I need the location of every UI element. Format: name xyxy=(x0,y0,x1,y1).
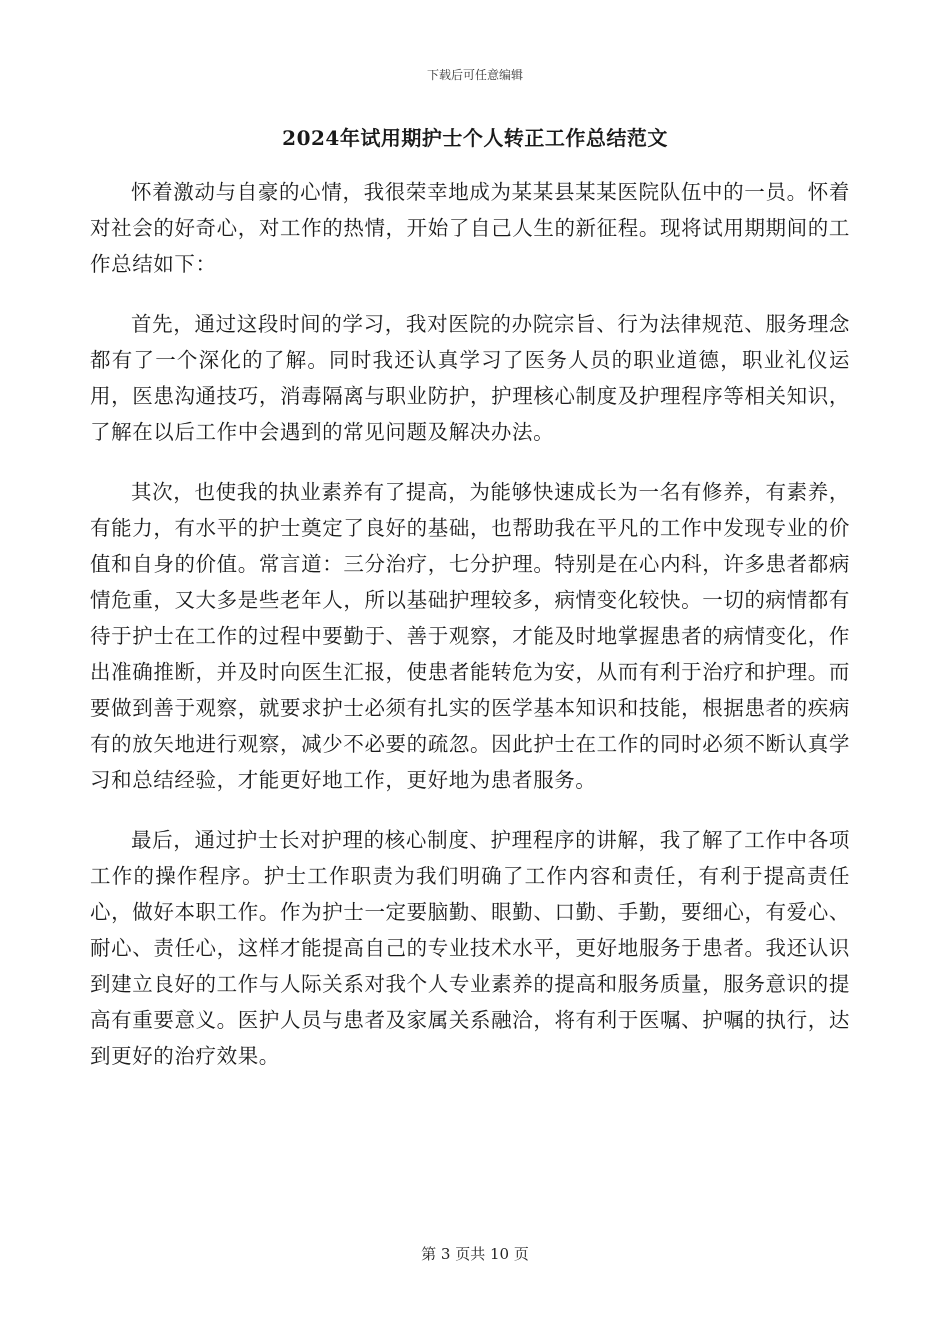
paragraph-intro: 怀着激动与自豪的心情，我很荣幸地成为某某县某某医院队伍中的一员。怀着对社会的好奇心，对工作的热情，开始了自己人生的新征程。现将试用期期间的工作总结如下： xyxy=(90,180,850,276)
header-note: 下载后可任意编辑 xyxy=(426,68,523,82)
paragraph-second: 其次，也使我的执业素养有了提高，为能够快速成长为一名有修养，有素养，有能力，有水平的护士奠定了良好的基础，也帮助我在平凡的工作中发现专业的价值和自身的价值。常言道：三分治疗，七分护理。特别是在心内科，许多患者都病情危重，又大多是些老年人，所以基础护理较多，病情变化较快。一切的病情都有待于护士在工作的过程中要勤于、善于观察，才能及时地掌握患者的病情变化，作出准确推断，并及时向医生汇报，使患者能转危为安，从而有利于治疗和护理。而要做到善于观察，就要求护士必须有扎实的医学基本知识和技能，根据患者的疾病有的放矢地进行观察，减少不必要的疏忽。因此护士在工作的同时必须不断认真学习和总结经验，才能更好地工作，更好地为患者服务。 xyxy=(90,480,850,792)
paragraph-last: 最后，通过护士长对护理的核心制度、护理程序的讲解，我了解了工作中各项工作的操作程序。护士工作职责为我们明确了工作内容和责任，有利于提高责任心，做好本职工作。作为护士一定要脑勤、眼勤、口勤、手勤，要细心，有爱心、耐心、责任心，这样才能提高自己的专业技术水平，更好地服务于患者。我还认识到建立良好的工作与人际关系对我个人专业素养的提高和服务质量，服务意识的提高有重要意义。医护人员与患者及家属关系融洽，将有利于医嘱、护嘱的执行，达到更好的治疗效果。 xyxy=(90,828,850,1068)
paragraph-first: 首先，通过这段时间的学习，我对医院的办院宗旨、行为法律规范、服务理念都有了一个深化的了解。同时我还认真学习了医务人员的职业道德，职业礼仪运用，医患沟通技巧，消毒隔离与职业防护，护理核心制度及护理程序等相关知识，了解在以后工作中会遇到的常见问题及解决办法。 xyxy=(90,312,850,444)
document-body xyxy=(90,174,850,1098)
page-number: 第 3 页共 10 页 xyxy=(421,1245,529,1263)
document-title: 2024年试用期护士个人转正工作总结范文 xyxy=(282,126,668,150)
